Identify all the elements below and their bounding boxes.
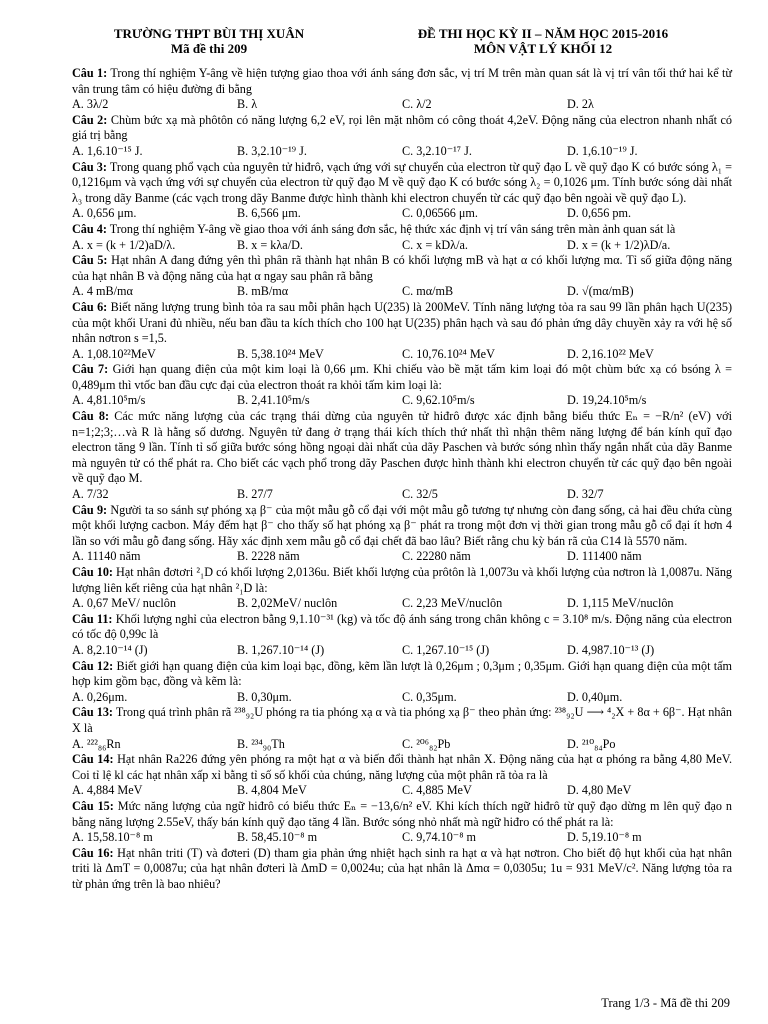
question-item (72, 705, 732, 752)
answer-option[interactable]: C. 22280 năm (402, 549, 471, 564)
answer-option[interactable]: D. 19,24.10⁵m/s (567, 393, 647, 408)
answer-options (72, 393, 732, 409)
question-text (72, 846, 732, 893)
answer-option[interactable]: C. λ/2 (402, 97, 432, 112)
answer-option[interactable]: B. λ (237, 97, 258, 112)
answer-option[interactable]: A. x = (k + 1/2)aD/λ. (72, 237, 176, 252)
answer-options (72, 284, 732, 300)
answer-option[interactable]: C. 4,885 MeV (402, 783, 472, 798)
answer-option[interactable]: A. 8,2.10⁻¹⁴ (J) (72, 642, 148, 657)
question-body: Người ta so sánh sự phóng xạ β⁻ của một mẫu gỗ cổ đại với một mẫu gỗ tương tự nhưng còn đang sống, cả hai đều chứa cùng một khối lượng cacbon. Máy đếm hạt β⁻ cho thấy số hạt phóng xạ β⁻ phát ra trong một đơn vị thời gian trong mẫu gỗ cổ đại ít hơn 4 lần so với mẫu gỗ đang sống. Hãy xác định xem mẫu gỗ cổ đại chết đã bao lâu? Biết rằng chu kỳ bán rã của C14 là 5570 năm. (72, 502, 732, 548)
question-text (72, 362, 732, 393)
exam-header (378, 26, 708, 56)
answer-options (72, 347, 732, 363)
question-text (72, 253, 732, 284)
answer-option[interactable]: C. 9,62.10⁵m/s (402, 393, 475, 408)
answer-option[interactable]: A. 0,67 MeV/ nuclôn (72, 596, 176, 611)
answer-options (72, 549, 732, 565)
question-number: Câu 4: (72, 221, 107, 236)
question-number: Câu 15: (72, 798, 114, 813)
answer-options (72, 238, 732, 254)
question-number: Câu 10: (72, 565, 113, 579)
question-body: Trong quá trình phân rã ²³⁸₉₂U phóng ra tia phóng xạ α và tia phóng xạ β⁻ theo phản ứng: ²³⁸₉₂U ⟶ ⁴₂X + 8α + 6β⁻. Hạt nhân X là (72, 705, 732, 735)
answer-option[interactable]: D. ²¹⁰₈₄Po (567, 736, 616, 751)
answer-option[interactable]: A. 4,884 MeV (72, 783, 143, 798)
question-text (72, 799, 732, 830)
answer-option[interactable]: D. 32/7 (567, 487, 604, 502)
answer-option[interactable]: B. 3,2.10⁻¹⁹ J. (237, 143, 307, 158)
question-number: Câu 9: (72, 502, 108, 517)
answer-option[interactable]: C. x = kDλ/a. (402, 237, 468, 252)
question-text (72, 160, 732, 207)
question-number: Câu 14: (72, 752, 114, 767)
answer-option[interactable]: A. 0,26μm. (72, 689, 128, 704)
answer-option[interactable]: C. 32/5 (402, 487, 438, 502)
answer-option[interactable]: B. 4,804 MeV (237, 783, 307, 798)
question-item (72, 253, 732, 300)
question-number: Câu 12: (72, 658, 114, 673)
question-text (72, 612, 732, 643)
answer-option[interactable]: B. mB/mα (237, 284, 289, 299)
answer-option[interactable]: A. 4,81.10⁵m/s (72, 393, 146, 408)
question-item (72, 362, 732, 409)
question-item (72, 659, 732, 706)
school-header (84, 26, 334, 56)
question-item (72, 409, 732, 503)
answer-option[interactable]: C. 1,267.10⁻¹⁵ (J) (402, 642, 490, 657)
question-item (72, 113, 732, 160)
question-body: Khối lượng nghỉ của electron bằng 9,1.10⁻³¹ (kg) và tốc độ ánh sáng trong chân không c = 3.10⁸ m/s. Động năng của electron có tốc độ 0,99c là (72, 611, 733, 642)
answer-option[interactable]: A. ²²²₈₆Rn (72, 736, 121, 751)
question-body: Hạt nhân triti (T) và đơteri (D) tham gia phản ứng nhiệt hạch sinh ra hạt α và hạt nơtron. Cho biết độ hụt khối của hạt nhân triti là ΔmT = 0,0087u; của hạt nhân đơteri là ΔmD = 0,0024u; của hạt nhân là Δmα = 0,0305u; 1u = 931 MeV/c². Năng lượng tỏa ra từ phản ứng trên là bao nhiêu? (72, 845, 732, 891)
answer-option[interactable]: A. 1,08.10²²MeV (72, 346, 156, 361)
question-item (72, 66, 732, 113)
question-number: Câu 5: (72, 253, 108, 268)
answer-option[interactable]: D. 4,80 MeV (567, 783, 632, 798)
question-number: Câu 8: (72, 409, 110, 424)
answer-option[interactable]: A. 11140 năm (72, 549, 141, 564)
question-text (72, 300, 732, 347)
subject-title: MÔN VẬT LÝ KHỐI 12 (473, 41, 613, 56)
question-item (72, 300, 732, 362)
answer-option[interactable]: B. 2,02MeV/ nuclôn (237, 596, 338, 611)
answer-options (72, 487, 732, 503)
answer-options (72, 690, 732, 706)
question-body: Trong quang phổ vạch của nguyên tử hiđrô, vạch ứng với sự chuyển của electron từ quỹ đạo L về quỹ đạo K có bước sóng λ₁ = 0,1216μm và vạch ứng với sự chuyển của electron từ quỹ đạo M về quỹ đạo K có bước sóng λ₂ = 0,1026 μm. Tính bước sóng dài nhất λ₃ trong dãy Banme (các vạch trong dãy Banme được hình thành khi electron chuyển từ các quỹ đạo bên ngoài về quỹ đạo L). (72, 159, 733, 205)
question-body: Trong thí nghiệm Y-âng về giao thoa với ánh sáng đơn sắc, hệ thức xác định vị trí vân sáng trên màn ảnh quan sát là (109, 221, 676, 236)
question-item (72, 799, 732, 846)
question-text (72, 752, 732, 783)
page-footer: Trang 1/3 - Mã đề thi 209 (601, 996, 730, 1010)
answer-options (72, 783, 732, 799)
answer-option[interactable]: A. 4 mB/mα (72, 284, 133, 299)
answer-option[interactable]: D. 1,6.10⁻¹⁹ J. (567, 143, 638, 158)
answer-option[interactable]: B. 1,267.10⁻¹⁴ (J) (237, 642, 325, 657)
question-body: Chùm bức xạ mà phôtôn có năng lượng 6,2 eV, rọi lên mặt nhôm có công thoát 4,2eV. Động năng của electron nhanh nhất có giá trị bằng (72, 112, 733, 143)
answer-option[interactable]: A. 15,58.10⁻⁸ m (72, 830, 153, 845)
question-item (72, 222, 732, 253)
answer-option[interactable]: D. 2,16.10²² MeV (567, 346, 654, 361)
answer-option[interactable]: C. 10,76.10²⁴ MeV (402, 346, 495, 361)
question-item (72, 752, 732, 799)
question-list (72, 66, 732, 892)
answer-options (72, 643, 732, 659)
answer-option[interactable]: A. 7/32 (72, 487, 109, 502)
question-body: Biết năng lượng trung bình tỏa ra sau mỗi phân hạch U(235) là 200MeV. Tính năng lượng tỏa ra sau 99 lần phân hạch U(235) của một khối Urani đủ nhiều, nếu ban đầu ta kích thích cho 100 hạt U(235) phân hạch và sau đó phản ứng dây chuyền xảy ra với hệ số nhân nơtron s =1,5. (72, 299, 733, 346)
answer-option[interactable]: C. mα/mB (402, 284, 454, 299)
question-body: Giới hạn quang điện của một kim loại là 0,66 μm. Khi chiếu vào bề mặt tấm kim loại đó một chùm bức xạ có bsóng λ = 0,489μm thì vtốc ban đầu cực đại của electron thoát ra khỏi tấm kim loại là: (72, 362, 733, 392)
question-body: Trong thí nghiệm Y-âng về hiện tượng giao thoa với ánh sáng đơn sắc, vị trí M trên màn quan sát là vị trí vân tối thứ hai kể từ vân trung tâm có hiệu đường đi bằng (72, 66, 733, 96)
answer-option[interactable]: C. 0,06566 μm. (402, 206, 478, 221)
answer-options (72, 97, 732, 113)
question-text (72, 113, 732, 144)
answer-options (72, 206, 732, 222)
question-item (72, 503, 732, 565)
answer-option[interactable]: D. 0,656 pm. (567, 206, 631, 221)
answer-option[interactable]: B. 2228 năm (237, 549, 300, 564)
question-item (72, 565, 732, 612)
answer-option[interactable]: D. √(mα/mB) (567, 284, 634, 299)
question-body: Các mức năng lượng của các trạng thái dừng của nguyên tử hiđrô được xác định bằng biểu thức Eₙ = −R/n² (eV) với n=1;2;3;…và R là hằng số dương. Nguyên tử đang ở trạng thái kích thích thứ nhất thì nhận thêm năng lượng để bán kính quĩ đạo electron tăng 9 lần. Tính tỉ số giữa bước sóng hồng ngoại dài nhất của dãy Paschen và bước sóng nhìn thấy ngắn nhất của dãy Banme mà nguyên tử có thể phát ra. Cho biết các vạch phổ trong dãy Paschen được hình thành khi electron chuyển từ các quỹ đạo bên ngoài về quỹ đạo M. (72, 409, 733, 486)
question-text (72, 659, 732, 690)
answer-option[interactable]: D. 1,115 MeV/nuclôn (567, 596, 674, 611)
question-number: Câu 13: (72, 705, 113, 720)
exam-title: ĐỀ THI HỌC KỲ II – NĂM HỌC 2015-2016 (417, 26, 669, 41)
question-body: Hạt nhân A đang đứng yên thì phân rã thành hạt nhân B có khối lượng mB và hạt α có khối lượng mα. Tỉ số giữa động năng của hạt nhân B và động năng của hạt α ngay sau phân rã bằng (72, 253, 733, 283)
question-body: Hạt nhân đơtơri ²₁D có khối lượng 2,0136u. Biết khối lượng của prôtôn là 1,0073u và khối lượng của nơtron là 1,0087u. Năng lượng liên kết riêng của hạt nhân ²₁D là: (72, 565, 733, 595)
answer-option[interactable]: D. 5,19.10⁻⁸ m (567, 830, 642, 845)
question-number: Câu 2: (72, 112, 108, 127)
question-text (72, 66, 732, 97)
question-item (72, 612, 732, 659)
question-item (72, 160, 732, 222)
answer-options (72, 596, 732, 612)
question-body: Mức năng lượng của ngữ hiđrô có biểu thức Eₙ = −13,6/n² eV. Khi kích thích ngữ hiđrô từ quỹ đạo dừng m lên quỹ đạo n bằng năng lượng 2.55eV, thấy bán kính quỹ đạo tăng 4 lần. Bước sóng nhỏ nhất mà ngữ hiđro có thể phát ra là: (72, 798, 732, 829)
answer-option[interactable]: B. ²³⁴₉₀Th (237, 736, 285, 751)
answer-options (72, 830, 732, 846)
question-number: Câu 1: (72, 66, 108, 80)
question-item (72, 846, 732, 893)
answer-option[interactable]: B. x = kλa/D. (237, 237, 303, 252)
answer-options (72, 144, 732, 160)
question-text (72, 222, 732, 238)
question-number: Câu 6: (72, 299, 108, 314)
question-text (72, 705, 732, 736)
question-body: Hạt nhân Ra226 đứng yên phóng ra một hạt α và biến đổi thành hạt nhân X. Động năng của hạt α phóng ra bằng 4,80 MeV. Coi tỉ lệ kl các hạt nhân xấp xỉ bằng tỉ số số khối của chúng, năng lượng của một phân rã tỏa ra là (72, 752, 733, 782)
question-text (72, 565, 732, 596)
answer-option[interactable]: C. 3,2.10⁻¹⁷ J. (402, 143, 472, 158)
question-number: Câu 16: (72, 845, 114, 860)
answer-options (72, 737, 732, 753)
question-body: Biết giới hạn quang điện của kim loại bạc, đồng, kẽm lần lượt là 0,26μm ; 0,3μm ; 0,35μm. Giới hạn quang điện của một tấm hợp kim gồm bạc, đồng và kẽm là: (72, 658, 733, 689)
answer-option[interactable]: C. 2,23 MeV/nuclôn (402, 596, 503, 611)
answer-option[interactable]: D. x = (k + 1/2)λD/a. (567, 237, 671, 252)
answer-option[interactable]: B. 27/7 (237, 487, 273, 502)
answer-option[interactable]: D. 111400 năm (567, 549, 642, 564)
question-number: Câu 7: (72, 362, 109, 377)
answer-option[interactable]: B. 6,566 μm. (237, 206, 301, 221)
answer-option[interactable]: D. 2λ (567, 97, 594, 112)
answer-option[interactable]: D. 4,987.10⁻¹³ (J) (567, 642, 655, 657)
answer-option[interactable]: C. 9,74.10⁻⁸ m (402, 830, 476, 845)
answer-option[interactable]: B. 58,45.10⁻⁸ m (237, 830, 318, 845)
answer-option[interactable]: A. 3λ/2 (72, 97, 109, 112)
answer-option[interactable]: C. 0,35μm. (402, 689, 457, 704)
question-number: Câu 3: (72, 159, 107, 174)
answer-option[interactable]: B. 0,30μm. (237, 689, 292, 704)
answer-option[interactable]: D. 0,40μm. (567, 689, 623, 704)
answer-option[interactable]: B. 2,41.10⁵m/s (237, 393, 310, 408)
answer-option[interactable]: C. ²⁰⁶₈₂Pb (402, 736, 451, 751)
question-text (72, 503, 732, 550)
question-number: Câu 11: (72, 611, 113, 626)
exam-code: Mã đề thi 209 (170, 41, 248, 56)
school-name: TRƯỜNG THPT BÙI THỊ XUÂN (113, 26, 305, 41)
answer-option[interactable]: A. 0,656 μm. (72, 206, 137, 221)
answer-option[interactable]: B. 5,38.10²⁴ MeV (237, 346, 324, 361)
question-text (72, 409, 732, 487)
answer-option[interactable]: A. 1,6.10⁻¹⁵ J. (72, 143, 143, 158)
